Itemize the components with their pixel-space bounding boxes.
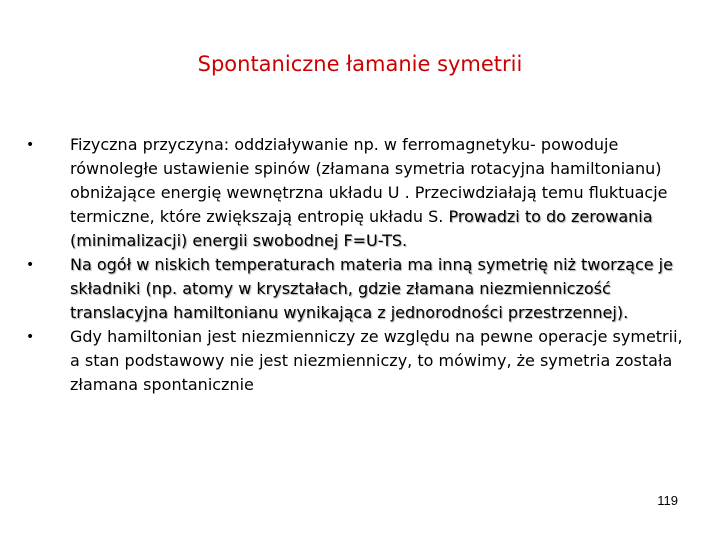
- bullet-text: Gdy hamiltonian jest niezmienniczy ze względu na pewne operacje symetrii, a stan podstawowy nie jest niezmienniczy, to mówimy, że symetria została złamana spontanicznie: [70, 327, 683, 394]
- bullet-item-1: [26, 133, 686, 253]
- bullet-icon: •: [26, 137, 35, 153]
- bullet-item-2: [26, 253, 686, 325]
- bullet-icon: •: [26, 257, 35, 273]
- bullet-text: Fizyczna przyczyna: oddziaływanie np. w ferromagnetyku- powoduje równoległe ustawienie spinów (złamana symetria rotacyjna hamiltonianu) obniżające energię wewnętrzna układu U . Przeciwdziałają temu fluktuacje termiczne, które zwiększają entropię układu S.: [70, 135, 668, 226]
- bullet-icon: •: [26, 329, 35, 345]
- bullet-text-emphasis: Na ogół w niskich temperaturach materia ma inną symetrię niż tworzące je składniki (np. atomy w kryształach, gdzie złamana niezmienniczość translacyjna hamiltonianu wynikająca z jednorodności przestrzennej).: [70, 255, 673, 322]
- slide-title: Spontaniczne łamanie symetrii: [197, 52, 523, 76]
- page-number: 119: [657, 493, 678, 508]
- bullet-text-emphasis: Prowadzi to do zerowania (minimalizacji) energii swobodnej F=U-TS.: [70, 207, 653, 250]
- bullet-item-3: [26, 325, 686, 397]
- bullet-list: [26, 133, 686, 397]
